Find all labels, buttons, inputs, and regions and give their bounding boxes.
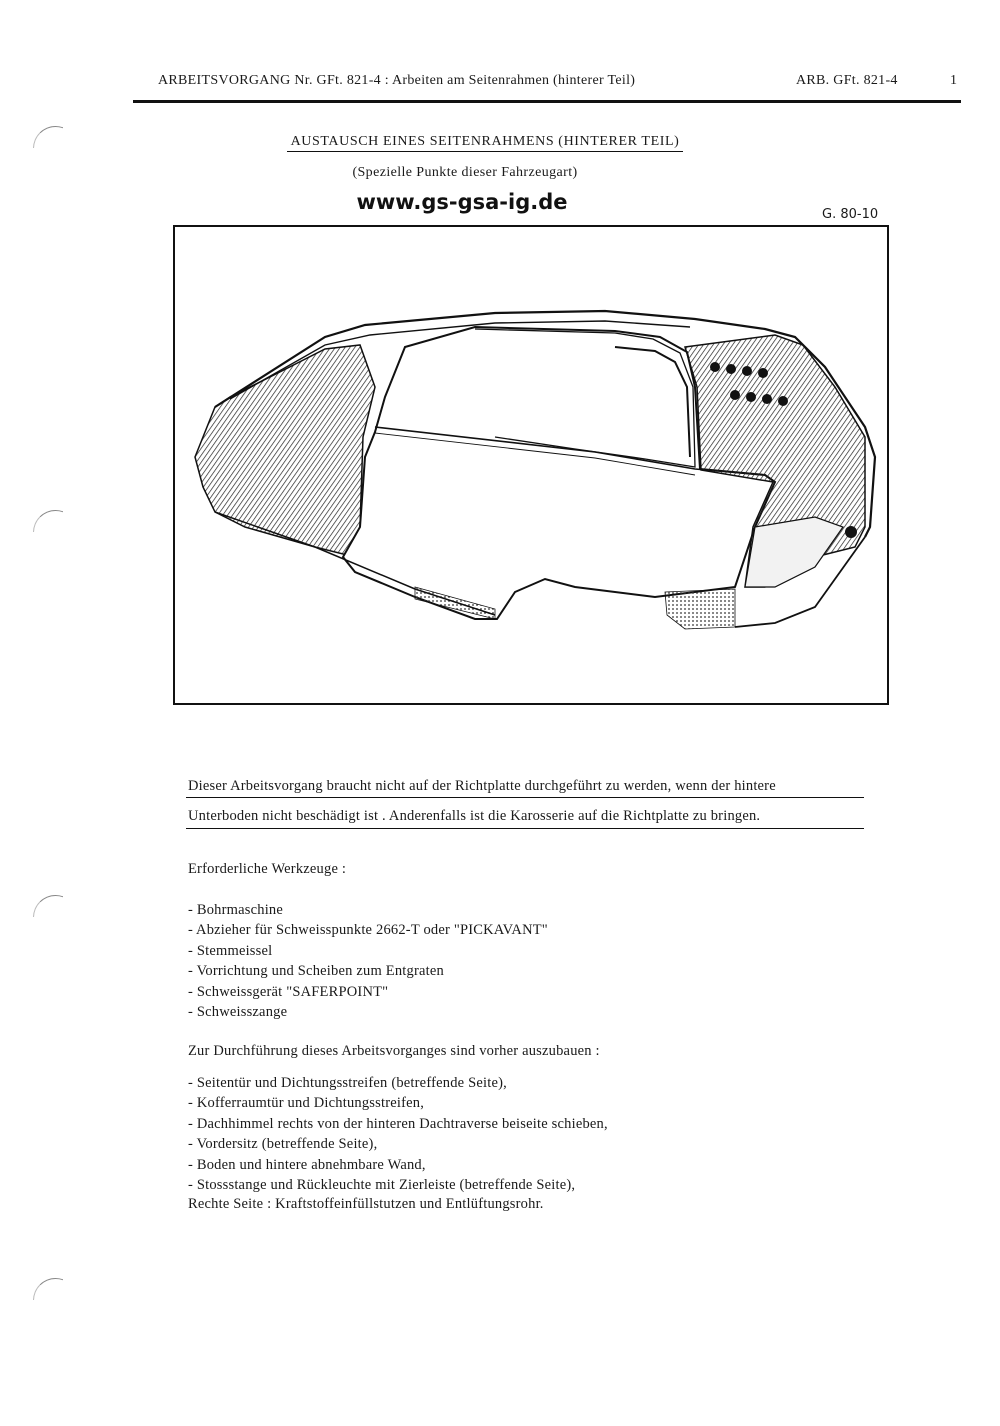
list-item: - Vordersitz (betreffende Seite), xyxy=(188,1136,378,1153)
note-line-2: Unterboden nicht beschädigt ist . Anderenfalls ist die Karosserie auf die Richtplatte zu bringen. xyxy=(188,808,761,824)
list-item: - Schweissgerät "SAFERPOINT" xyxy=(188,983,389,1000)
document-title xyxy=(0,134,970,150)
note-line-1: Dieser Arbeitsvorgang braucht nicht auf der Richtplatte durchgeführt zu werden, wenn der hintere xyxy=(188,778,776,794)
hole-marker xyxy=(746,392,756,402)
website-watermark: www.gs-gsa-ig.de xyxy=(356,190,568,214)
document-title-text: AUSTAUSCH EINES SEITENRAHMENS (HINTERER TEIL) xyxy=(287,134,684,152)
list-item: - Seitentür und Dichtungsstreifen (betreffende Seite), xyxy=(188,1075,507,1091)
list-item: - Abzieher für Schweisspunkte 2662-T oder "PICKAVANT" xyxy=(188,922,548,939)
note-rule-2 xyxy=(186,828,864,829)
list-item: - Stemmeissel xyxy=(188,942,273,959)
hole-marker xyxy=(758,368,768,378)
hole-marker xyxy=(710,362,720,372)
header-operation-title: ARBEITSVORGANG Nr. GFt. 821-4 : Arbeiten am Seitenrahmen (hinterer Teil) xyxy=(158,73,636,88)
tools-heading: Erforderliche Werkzeuge : xyxy=(188,861,347,877)
weld-area-rear xyxy=(665,589,735,629)
figure-code: G. 80-10 xyxy=(822,207,879,222)
list-item: - Bohrmaschine xyxy=(188,902,284,918)
punch-hole xyxy=(33,510,63,532)
list-item: - Vorrichtung und Scheiben zum Entgraten xyxy=(188,963,444,980)
hole-marker xyxy=(730,390,740,400)
document-subtitle: (Spezielle Punkte dieser Fahrzeugart) xyxy=(352,165,578,180)
hole-marker xyxy=(726,364,736,374)
punch-hole xyxy=(33,1278,63,1300)
front-interior-section xyxy=(195,345,375,557)
page-number: 1 xyxy=(950,73,958,88)
list-item: - Kofferraumtür und Dichtungsstreifen, xyxy=(188,1095,425,1112)
car-body-side-frame-illustration xyxy=(175,227,887,703)
figure-frame xyxy=(173,225,889,705)
punch-hole xyxy=(33,895,63,917)
header-operation-code: ARB. GFt. 821-4 xyxy=(796,73,898,88)
note-rule-1 xyxy=(186,797,864,798)
hole-marker xyxy=(762,394,772,404)
hole-marker xyxy=(778,396,788,406)
tools-list xyxy=(188,900,548,1022)
header-rule xyxy=(133,100,961,103)
hole-marker xyxy=(742,366,752,376)
list-item: - Schweisszange xyxy=(188,1004,288,1021)
removal-heading: Zur Durchführung dieses Arbeitsvorganges sind vorher auszubauen : xyxy=(188,1043,600,1059)
list-item: - Boden und hintere abnehmbare Wand, xyxy=(188,1156,426,1173)
removal-footer: Rechte Seite : Kraftstoffeinfüllstutzen und Entlüftungsrohr. xyxy=(188,1196,544,1212)
hole-marker xyxy=(845,526,857,538)
list-item: - Stossstange und Rückleuchte mit Zierleiste (betreffende Seite), xyxy=(188,1177,576,1194)
removal-list xyxy=(188,1073,608,1195)
list-item: - Dachhimmel rechts von der hinteren Dachtraverse beiseite schieben, xyxy=(188,1115,608,1132)
